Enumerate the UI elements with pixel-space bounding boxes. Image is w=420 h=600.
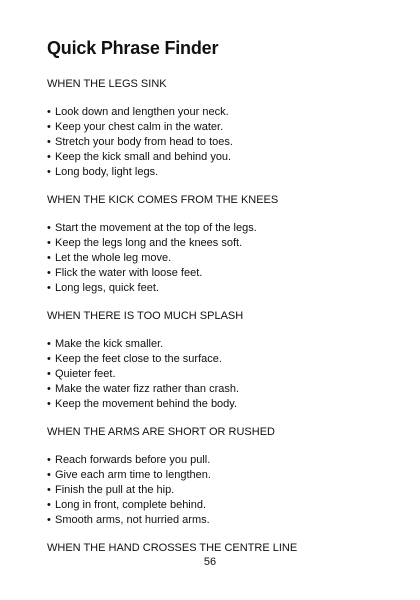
bullet-icon: • <box>47 267 51 279</box>
list-item <box>47 397 387 412</box>
bullet-icon: • <box>47 368 51 380</box>
phrase-list <box>47 105 387 180</box>
phrase-text: Keep the feet close to the surface. <box>55 353 222 365</box>
list-item <box>47 352 387 367</box>
phrase-text: Give each arm time to lengthen. <box>55 469 211 481</box>
bullet-icon: • <box>47 514 51 526</box>
bullet-icon: • <box>47 338 51 350</box>
phrase-text: Keep the kick small and behind you. <box>55 151 232 163</box>
list-item <box>47 135 387 150</box>
phrase-text: Long legs, quick feet. <box>55 282 159 294</box>
list-item <box>47 105 387 120</box>
phrase-text: Long body, light legs. <box>55 166 159 178</box>
list-item <box>47 337 387 352</box>
list-item <box>47 150 387 165</box>
phrase-text: Smooth arms, not hurried arms. <box>55 514 210 526</box>
bullet-icon: • <box>47 454 51 466</box>
phrase-list <box>47 453 387 528</box>
bullet-icon: • <box>47 121 51 133</box>
list-item <box>47 513 387 528</box>
page-number: 56 <box>203 556 217 568</box>
bullet-icon: • <box>47 484 51 496</box>
bullet-icon: • <box>47 469 51 481</box>
list-item <box>47 120 387 135</box>
phrase-text: Look down and lengthen your neck. <box>55 106 229 118</box>
list-item <box>47 281 387 296</box>
phrase-text: Flick the water with loose feet. <box>55 267 203 279</box>
phrase-text: Make the water fizz rather than crash. <box>55 383 240 395</box>
list-item <box>47 251 387 266</box>
section-hand-crosses-centre-line <box>47 541 387 556</box>
bullet-icon: • <box>47 136 51 148</box>
list-item <box>47 468 387 483</box>
list-item <box>47 221 387 236</box>
phrase-list <box>47 337 387 412</box>
bullet-icon: • <box>47 237 51 249</box>
bullet-icon: • <box>47 151 51 163</box>
list-item <box>47 483 387 498</box>
phrase-text: Make the kick smaller. <box>55 338 164 350</box>
phrase-text: Stretch your body from head to toes. <box>55 136 233 148</box>
list-item <box>47 453 387 468</box>
bullet-icon: • <box>47 106 51 118</box>
list-item <box>47 266 387 281</box>
section-heading: WHEN THERE IS TOO MUCH SPLASH <box>47 310 244 322</box>
list-item <box>47 367 387 382</box>
bullet-icon: • <box>47 166 51 178</box>
bullet-icon: • <box>47 252 51 264</box>
phrase-list-content <box>47 77 387 569</box>
phrase-text: Keep the legs long and the knees soft. <box>55 237 243 249</box>
page-title: Quick Phrase Finder <box>47 38 219 58</box>
phrase-text: Reach forwards before you pull. <box>55 454 211 466</box>
section-too-much-splash <box>47 309 387 412</box>
section-heading: WHEN THE ARMS ARE SHORT OR RUSHED <box>47 426 275 438</box>
bullet-icon: • <box>47 353 51 365</box>
phrase-text: Finish the pull at the hip. <box>55 484 175 496</box>
section-legs-sink <box>47 77 387 180</box>
phrase-text: Start the movement at the top of the legs. <box>55 222 257 234</box>
section-heading: WHEN THE HAND CROSSES THE CENTRE LINE <box>47 542 298 554</box>
phrase-text: Let the whole leg move. <box>55 252 172 264</box>
section-kick-from-knees <box>47 193 387 296</box>
bullet-icon: • <box>47 398 51 410</box>
phrase-text: Keep the movement behind the body. <box>55 398 238 410</box>
section-arms-short-rushed <box>47 425 387 528</box>
bullet-icon: • <box>47 383 51 395</box>
phrase-text: Quieter feet. <box>55 368 116 380</box>
section-heading: WHEN THE KICK COMES FROM THE KNEES <box>47 194 279 206</box>
bullet-icon: • <box>47 222 51 234</box>
list-item <box>47 165 387 180</box>
bullet-icon: • <box>47 282 51 294</box>
phrase-text: Long in front, complete behind. <box>55 499 207 511</box>
phrase-list <box>47 221 387 296</box>
phrase-text: Keep your chest calm in the water. <box>55 121 224 133</box>
list-item <box>47 382 387 397</box>
list-item <box>47 498 387 513</box>
bullet-icon: • <box>47 499 51 511</box>
list-item <box>47 236 387 251</box>
section-heading: WHEN THE LEGS SINK <box>47 78 167 90</box>
